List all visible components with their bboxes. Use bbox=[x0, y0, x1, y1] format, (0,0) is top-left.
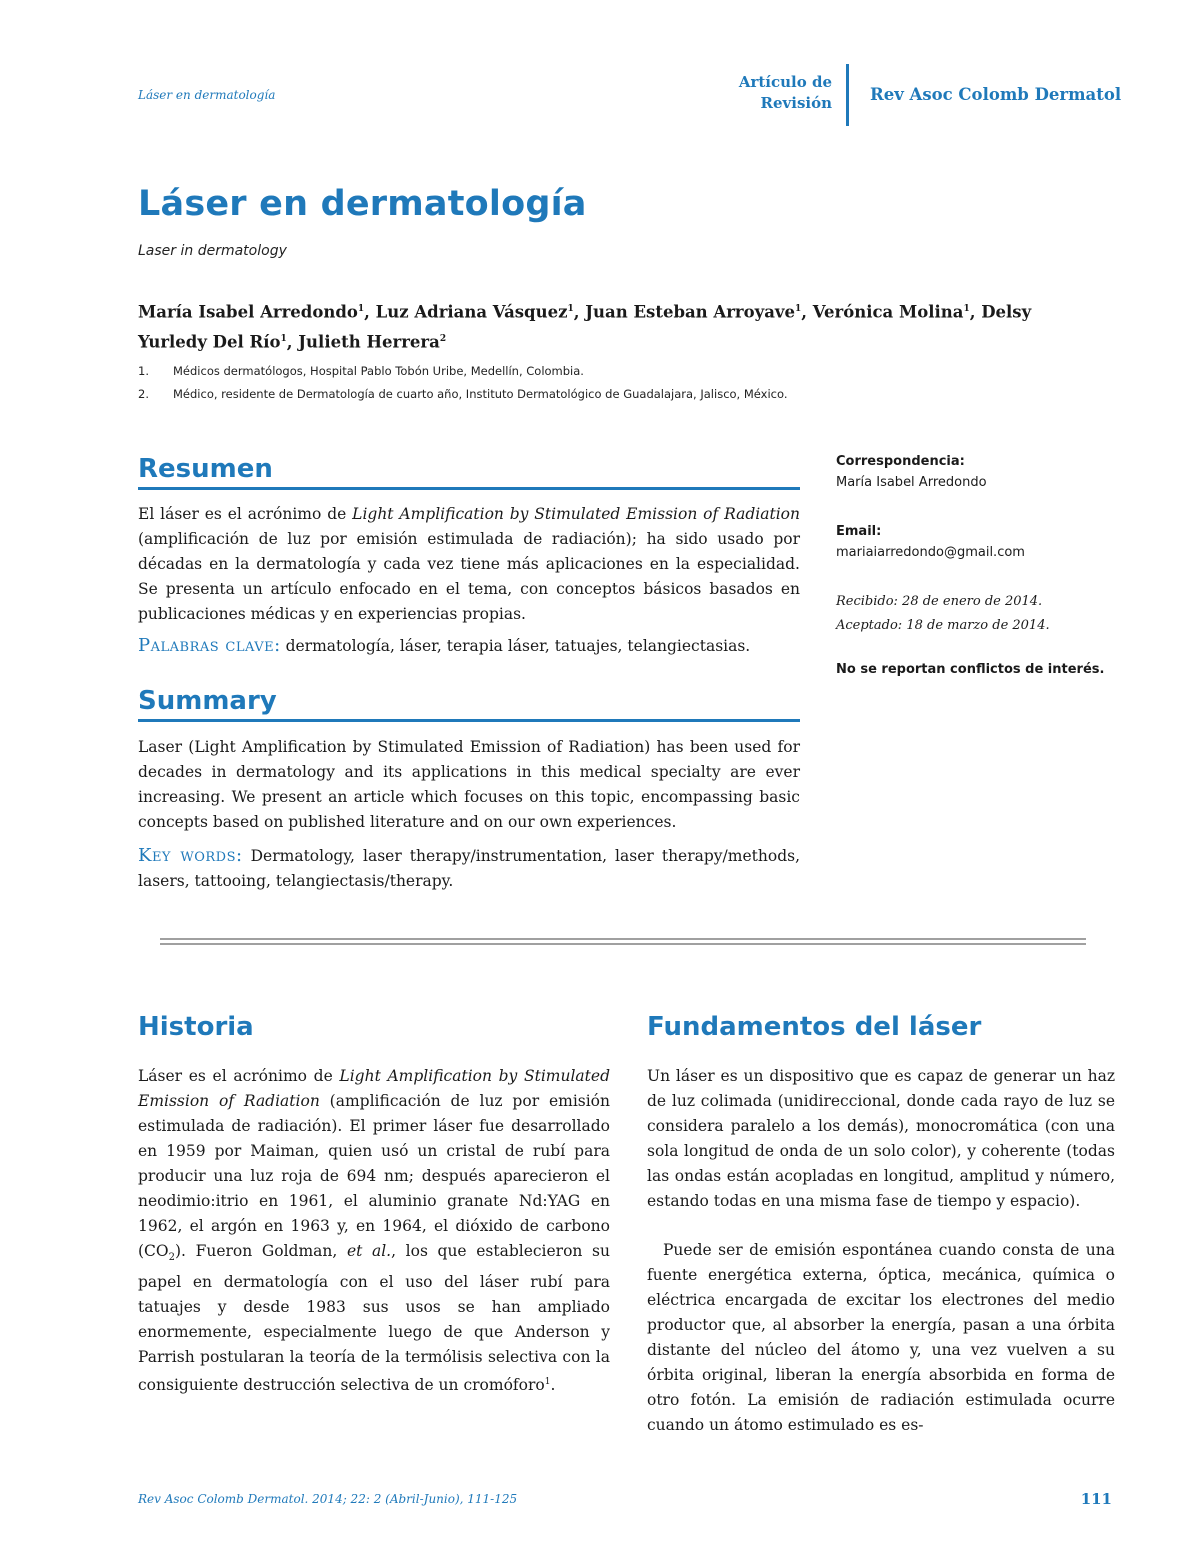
summary-keywords bbox=[138, 843, 800, 894]
received-date: Recibido: 28 de enero de 2014. bbox=[836, 594, 1043, 609]
author-affiliation-mark: 1 bbox=[794, 304, 802, 314]
historia-text-italic: et al. bbox=[346, 1242, 392, 1260]
email-link[interactable]: mariaiarredondo@gmail.com bbox=[836, 545, 1025, 560]
citation-ref[interactable]: 1 bbox=[544, 1377, 551, 1388]
summary-rule bbox=[138, 719, 800, 722]
author: Juan Esteban Arroyave bbox=[585, 302, 795, 322]
conflicts-statement: No se reportan conflictos de interés. bbox=[836, 662, 1105, 677]
author-affiliation-mark: 1 bbox=[357, 304, 365, 314]
footer-citation: Rev Asoc Colomb Dermatol. 2014; 22: 2 (Abril-Junio), 111-125 bbox=[138, 1492, 518, 1506]
resumen-keywords bbox=[138, 633, 800, 659]
historia-text: ). Fueron Goldman, bbox=[175, 1242, 347, 1260]
historia-text: (amplificación de luz por emisión estimulada de radiación). El primer láser fue desarrollado en 1959 por Maiman, quien usó un cristal de rubí para producir una luz roja de 694 nm; después aparecieron el neodimio:itrio en 1961, el aluminio granate Nd:YAG en 1962, el argón en 1963 y, en 1964, el dióxido de carbono (CO bbox=[138, 1092, 610, 1260]
author: Verónica Molina bbox=[812, 302, 964, 322]
affiliation-number: 1. bbox=[138, 364, 149, 378]
author-affiliation-mark: 2 bbox=[439, 333, 447, 344]
resumen-text-italic: Light Amplification by Stimulated Emission of Radiation bbox=[352, 505, 800, 523]
page-number: 111 bbox=[1080, 1490, 1112, 1508]
journal-name: Rev Asoc Colomb Dermatol bbox=[870, 85, 1122, 104]
summary-body: Laser (Light Amplification by Stimulated Emission of Radiation) has been used for decades in dermatology and its applications in this medical specialty are ever increasing. We present an article which focuses on this topic, encompassing basic concepts based on published literature and on our own experiences. bbox=[138, 738, 800, 831]
fundamentos-heading: Fundamentos del láser bbox=[647, 1012, 982, 1042]
author-affiliation-mark: 1 bbox=[567, 304, 574, 314]
affiliation-item bbox=[138, 383, 1103, 406]
correspondence-name: María Isabel Arredondo bbox=[836, 475, 987, 490]
article-type bbox=[706, 72, 832, 114]
historia-text: , los que establecieron su papel en dermatología con el uso del láser rubí para tatuajes y desde 1983 sus usos se han ampliado enormemente, especialmente luego de que Anderson y Parrish postularan la teoría de la termólisis selectiva con la consiguiente destrucción selectiva de un cromóforo bbox=[138, 1242, 610, 1395]
historia-body bbox=[138, 1064, 610, 1398]
resumen-heading: Resumen bbox=[138, 454, 273, 484]
article-subtitle: Laser in dermatology bbox=[138, 243, 287, 259]
resumen-body bbox=[138, 502, 800, 627]
header-divider bbox=[846, 64, 849, 126]
historia-text: . bbox=[550, 1376, 556, 1395]
resumen-text: El láser es el acrónimo de bbox=[138, 505, 353, 523]
article-type-line2: Revisión bbox=[760, 94, 832, 112]
summary-heading: Summary bbox=[138, 686, 277, 716]
affiliation-item bbox=[138, 360, 1103, 383]
email-label: Email: bbox=[836, 524, 882, 539]
article-type-line1: Artículo de bbox=[738, 73, 832, 91]
keywords-label: Key words: bbox=[138, 845, 243, 866]
resumen-text: (amplificación de luz por emisión estimulada de radiación); ha sido usado por décadas en la dermatología y cada vez tiene más aplicaciones en la especialidad. Se presenta un artículo enfocado en el tema, con conceptos básicos basados en publicaciones médicas y en experiencias propias. bbox=[138, 530, 800, 623]
section-separator bbox=[160, 938, 1086, 940]
author: Julieth Herrera bbox=[298, 332, 440, 351]
affiliation-text: Médicos dermatólogos, Hospital Pablo Tobón Uribe, Medellín, Colombia. bbox=[173, 364, 584, 378]
author: Luz Adriana Vásquez bbox=[375, 302, 568, 322]
accepted-date: Aceptado: 18 de marzo de 2014. bbox=[836, 618, 1050, 633]
author-affiliation-mark: 1 bbox=[963, 304, 970, 314]
section-separator bbox=[160, 943, 1086, 945]
author: María Isabel Arredondo bbox=[138, 302, 358, 322]
fundamentos-paragraph-2: Puede ser de emisión espontánea cuando consta de una fuente energética externa, óptica, mecánica, química o eléctrica encargada de excitar los electrones del medio productor que, al absorber la energía, pasan a una órbita distante del núcleo del átomo y, una vez vuelven a su órbita original, liberan la energía absorbida en forma de otro fotón. La emisión de radiación estimulada ocurre cuando un átomo estimulado es es- bbox=[647, 1241, 1115, 1434]
affiliation-list bbox=[138, 360, 1103, 406]
affiliation-number: 2. bbox=[138, 387, 149, 401]
historia-text-italic: Light Amplification by Stimulated Emission of Radiation bbox=[138, 1067, 610, 1110]
keywords-text: dermatología, láser, terapia láser, tatuajes, telangiectasias. bbox=[280, 637, 751, 655]
correspondence-label: Correspondencia: bbox=[836, 454, 965, 469]
running-title: Láser en dermatología bbox=[138, 88, 276, 102]
historia-subscript: 2 bbox=[168, 1252, 175, 1264]
author-list: María Isabel Arredondo$^1$, Luz Adriana Vásquez$^1$, Juan Esteban Arroyave$^1$, Verónica Molina$^1$, Delsy Yurledy Del Río$^1$, Julieth Herrera$^2$ bbox=[138, 302, 1032, 351]
article-title: Láser en dermatología bbox=[138, 184, 587, 224]
fundamentos-paragraph-1: Un láser es un dispositivo que es capaz de generar un haz de luz colimada (unidireccional, donde cada rayo de luz se considera paralelo a los demás), monocromática (con una sola longitud de onda de un solo color), y coherente (todas las ondas están acopladas en longitud, amplitud y número, estando todas en una misma fase de tiempo y espacio). bbox=[647, 1067, 1115, 1210]
keywords-label: Palabras clave: bbox=[138, 635, 281, 656]
historia-heading: Historia bbox=[138, 1012, 254, 1042]
historia-text: Láser es el acrónimo de bbox=[138, 1067, 340, 1085]
author-affiliation-mark: 1 bbox=[280, 333, 287, 344]
author: Delsy Yurledy Del Río bbox=[138, 302, 1032, 351]
correspondence-sidebar bbox=[836, 452, 1136, 677]
affiliation-text: Médico, residente de Dermatología de cuarto año, Instituto Dermatológico de Guadalajara, Jalisco, México. bbox=[173, 387, 788, 401]
keywords-text: Dermatology, laser therapy/instrumentation, laser therapy/methods, lasers, tattooing, telangiectasis/therapy. bbox=[138, 847, 800, 890]
resumen-rule bbox=[138, 487, 800, 490]
